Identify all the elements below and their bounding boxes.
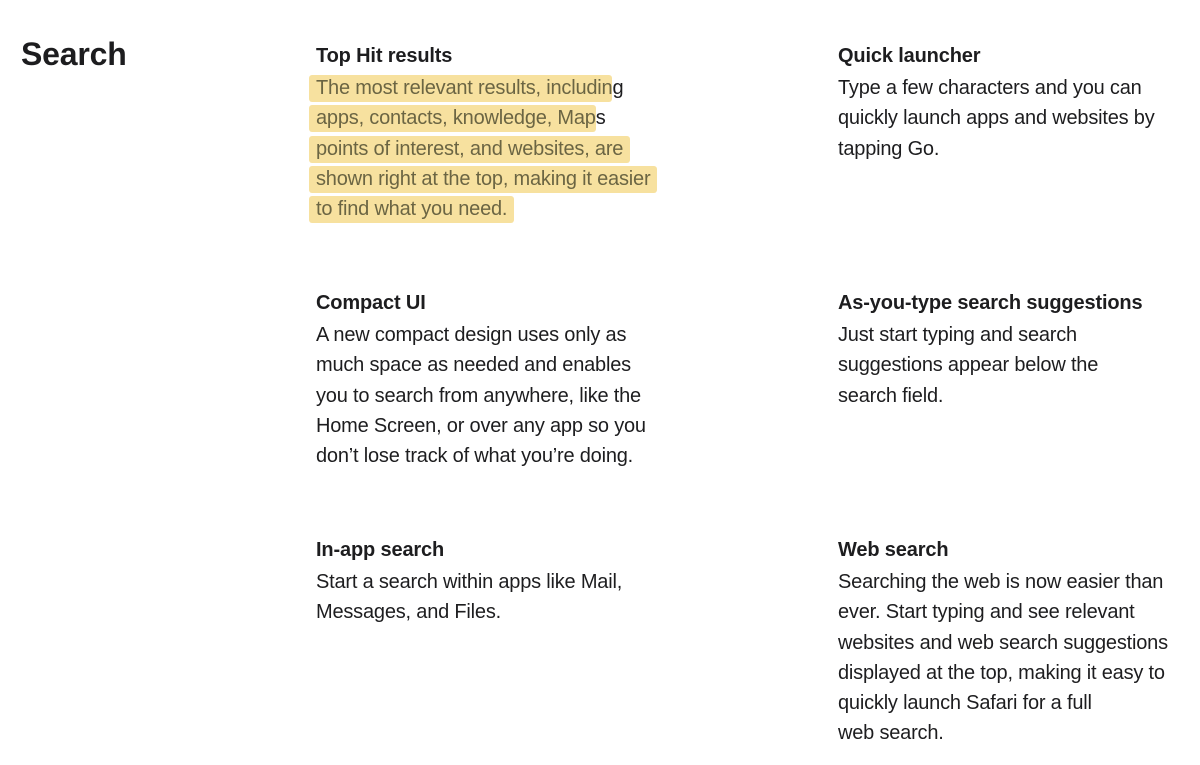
- feature-line: quickly launch Safari for a full: [838, 692, 1092, 715]
- feature-top-hit-results: [316, 42, 746, 224]
- feature-title: Web search: [838, 539, 949, 561]
- highlight-span: shown right at the top, making it easier: [309, 166, 657, 193]
- plain-span: s: [595, 107, 606, 130]
- feature-web-search: [838, 536, 1200, 749]
- feature-body: [838, 567, 1200, 749]
- feature-title: Top Hit results: [316, 45, 453, 67]
- feature-line: web search.: [838, 722, 944, 745]
- feature-line: displayed at the top, making it easy to: [838, 661, 1165, 684]
- feature-line: search field.: [838, 384, 944, 407]
- feature-title: In-app search: [316, 539, 445, 561]
- feature-line: [316, 103, 746, 133]
- feature-body: [838, 320, 1200, 411]
- highlight-span: points of interest, and websites, are: [309, 136, 630, 163]
- feature-line: Just start typing and search: [838, 324, 1077, 346]
- feature-title: As-you-type search suggestions: [838, 292, 1143, 314]
- feature-line: ever. Start typing and see relevant: [838, 601, 1135, 624]
- feature-line: don’t lose track of what you’re doing.: [316, 445, 634, 468]
- feature-line: quickly launch apps and websites by: [838, 107, 1155, 130]
- feature-line: tapping Go.: [838, 137, 940, 160]
- feature-body: [316, 73, 746, 224]
- plain-span: g: [612, 77, 624, 99]
- feature-line: you to search from anywhere, like the: [316, 384, 641, 407]
- feature-line: [316, 73, 746, 103]
- feature-line: Home Screen, or over any app so you: [316, 414, 646, 437]
- feature-line: Start a search within apps like Mail,: [316, 571, 623, 593]
- highlight-span: apps, contacts, knowledge, Map: [309, 105, 596, 132]
- feature-line: Type a few characters and you can: [838, 77, 1142, 99]
- feature-line: Searching the web is now easier than: [838, 571, 1164, 593]
- feature-quick-launcher: [838, 42, 1200, 164]
- feature-line: [316, 194, 746, 224]
- feature-line: A new compact design uses only as: [316, 324, 627, 346]
- feature-line: [316, 164, 746, 194]
- feature-line: much space as needed and enables: [316, 354, 631, 377]
- feature-body: [316, 320, 746, 471]
- feature-body: [838, 73, 1200, 164]
- feature-compact-ui: [316, 289, 746, 471]
- feature-in-app-search: [316, 536, 746, 628]
- highlight-span: The most relevant results, includin: [309, 75, 612, 102]
- feature-body: [316, 567, 746, 628]
- section-title: Search: [21, 36, 127, 72]
- feature-line: Messages, and Files.: [316, 601, 501, 624]
- feature-as-you-type-search-suggestions: [838, 289, 1200, 411]
- feature-title: Compact UI: [316, 292, 426, 314]
- feature-line: [316, 134, 746, 164]
- feature-title: Quick launcher: [838, 45, 981, 67]
- feature-line: websites and web search suggestions: [838, 631, 1168, 654]
- highlight-span: to find what you need.: [309, 196, 514, 223]
- feature-line: suggestions appear below the: [838, 354, 1099, 377]
